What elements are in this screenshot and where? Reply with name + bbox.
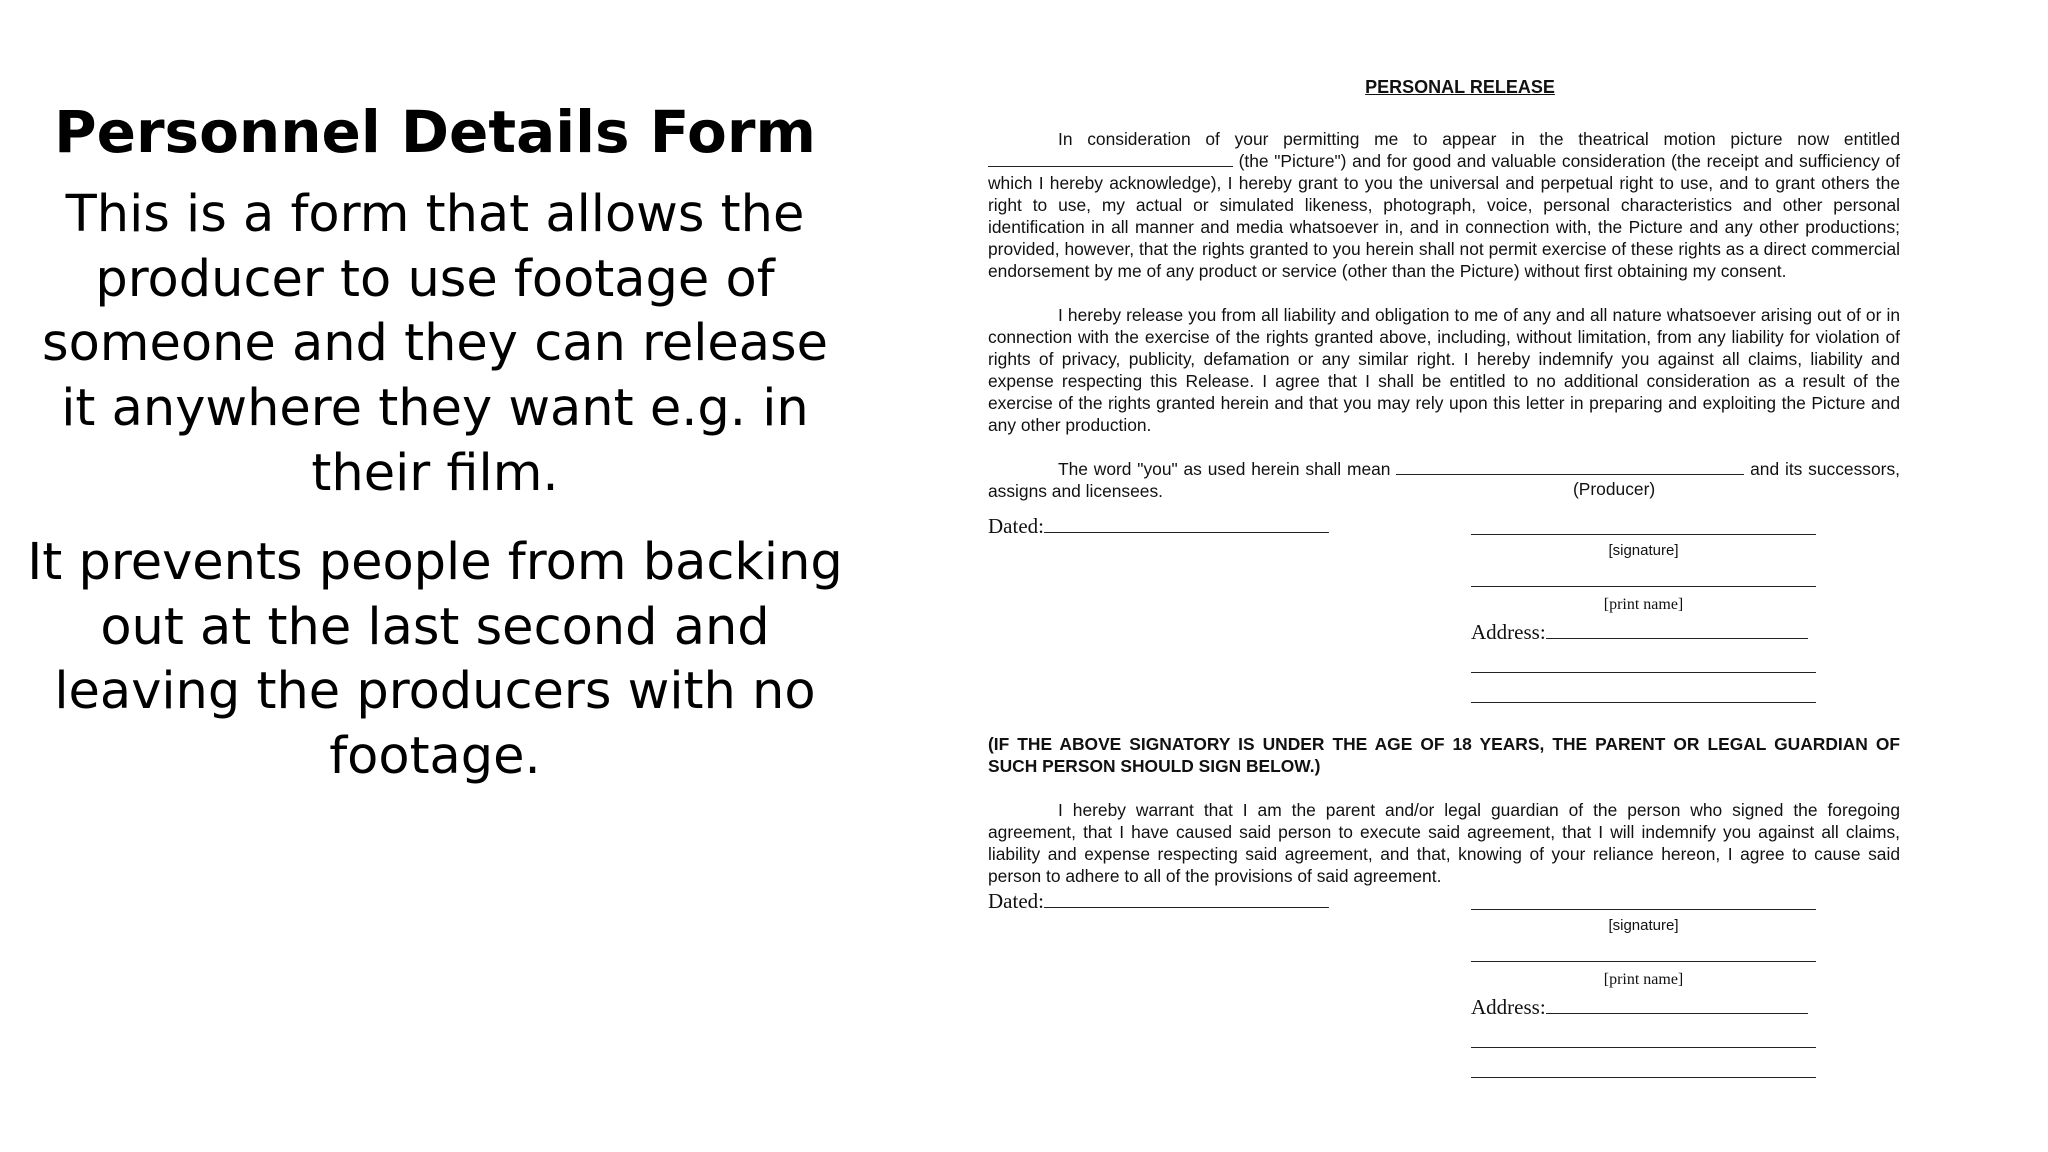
dated-blank <box>1044 514 1329 533</box>
address-blank <box>1546 620 1808 639</box>
address-label: Address: <box>1471 620 1546 644</box>
address-line-2 <box>1471 672 1816 673</box>
guardian-dated <box>988 889 1329 912</box>
producer-definition-start: The word "you" as used herein shall mean <box>1058 459 1391 479</box>
document-title: PERSONAL RELEASE <box>1365 77 1555 97</box>
guardian-address-label: Address: <box>1471 995 1546 1019</box>
picture-title-blank <box>988 152 1233 167</box>
guardian-print-name-caption: [print name] <box>1603 971 1684 988</box>
producer-name-blank <box>1396 460 1744 475</box>
slide-title: Personnel Details Form <box>54 98 816 166</box>
guardian-warranty-paragraph: I hereby warrant that I am the parent and/or legal guardian of the person who signed the foregoing agreement, that I have caused said person to execute said agreement, that I will indemnify you against all claims, liability and expense respecting said agreement, and that, knowing of your reliance hereon, I agree to cause said person to adhere to all of the provisions of said agreement. <box>988 800 1900 886</box>
personal-release-document <box>980 70 1900 1152</box>
address-field <box>1471 620 1808 643</box>
guardian-address-line-3 <box>1471 1077 1816 1078</box>
signature-caption: [signature] <box>1608 542 1679 559</box>
print-name-line <box>1471 586 1816 587</box>
guardian-address-line-2 <box>1471 1047 1816 1048</box>
guardian-warning: (IF THE ABOVE SIGNATORY IS UNDER THE AGE OF 18 YEARS, THE PARENT OR LEGAL GUARDIAN OF SUCH PERSON SHOULD SIGN BELOW.) <box>988 734 1900 776</box>
guardian-signature-line <box>1471 909 1816 910</box>
release-paragraph-consideration <box>988 128 1900 282</box>
slide-text-panel <box>20 100 850 814</box>
release-paragraph-liability: I hereby release you from all liability and obligation to me of any and all nature whatsoever arising out of or in connection with the exercise of the rights granted above, including, without limitation, from any liability for violation of rights of privacy, publicity, defamation or any similar right. I hereby indemnify you against all claims, liability and expense respecting this Release. I agree that I shall be entitled to no additional consideration as a result of the exercise of the rights granted herein and that you may rely upon this letter in preparing and exploiting the Picture and any other production. <box>988 305 1900 435</box>
producer-definition-paragraph <box>988 458 1900 502</box>
guardian-signature-caption: [signature] <box>1608 917 1679 934</box>
guardian-signature-block <box>988 887 1900 1087</box>
guardian-address-field <box>1471 995 1808 1018</box>
signature-line <box>1471 534 1816 535</box>
signatory-dated <box>988 514 1329 537</box>
signatory-signature-block <box>988 502 1900 727</box>
dated-label: Dated: <box>988 514 1044 538</box>
consideration-text-start: In consideration of your permitting me to appear in the theatrical motion picture now entitled <box>1058 129 1900 149</box>
guardian-dated-label: Dated: <box>988 889 1044 913</box>
consideration-text-rest: (the "Picture") and for good and valuable consideration (the receipt and sufficiency of which I hereby acknowledge), I hereby grant to you the universal and perpetual right to use, and to grant others the right to use, my actual or simulated likeness, photograph, voice, personal characteristics and other personal identification in all manner and media whatsoever in, and in connection with, the Picture and any other productions; provided, however, that the rights granted to you herein shall not permit exercise of these rights as a direct commercial endorsement by me of any product or service (other than the Picture) without first obtaining my consent. <box>988 151 1900 281</box>
producer-label: (Producer) <box>1573 479 1656 499</box>
slide-paragraph-purpose: It prevents people from backing out at the last second and leaving the producers with no footage. <box>27 532 843 787</box>
guardian-dated-blank <box>1044 889 1329 908</box>
slide-paragraph-description: This is a form that allows the producer to use footage of someone and they can release it anywhere they want e.g. in their film. <box>42 184 828 504</box>
guardian-address-blank <box>1546 995 1808 1014</box>
address-line-3 <box>1471 702 1816 703</box>
producer-definition <box>988 458 1900 502</box>
print-name-caption: [print name] <box>1603 596 1684 613</box>
producer-definition-end: and its successors, assigns and licensees. <box>988 459 1900 501</box>
guardian-print-name-line <box>1471 961 1816 962</box>
